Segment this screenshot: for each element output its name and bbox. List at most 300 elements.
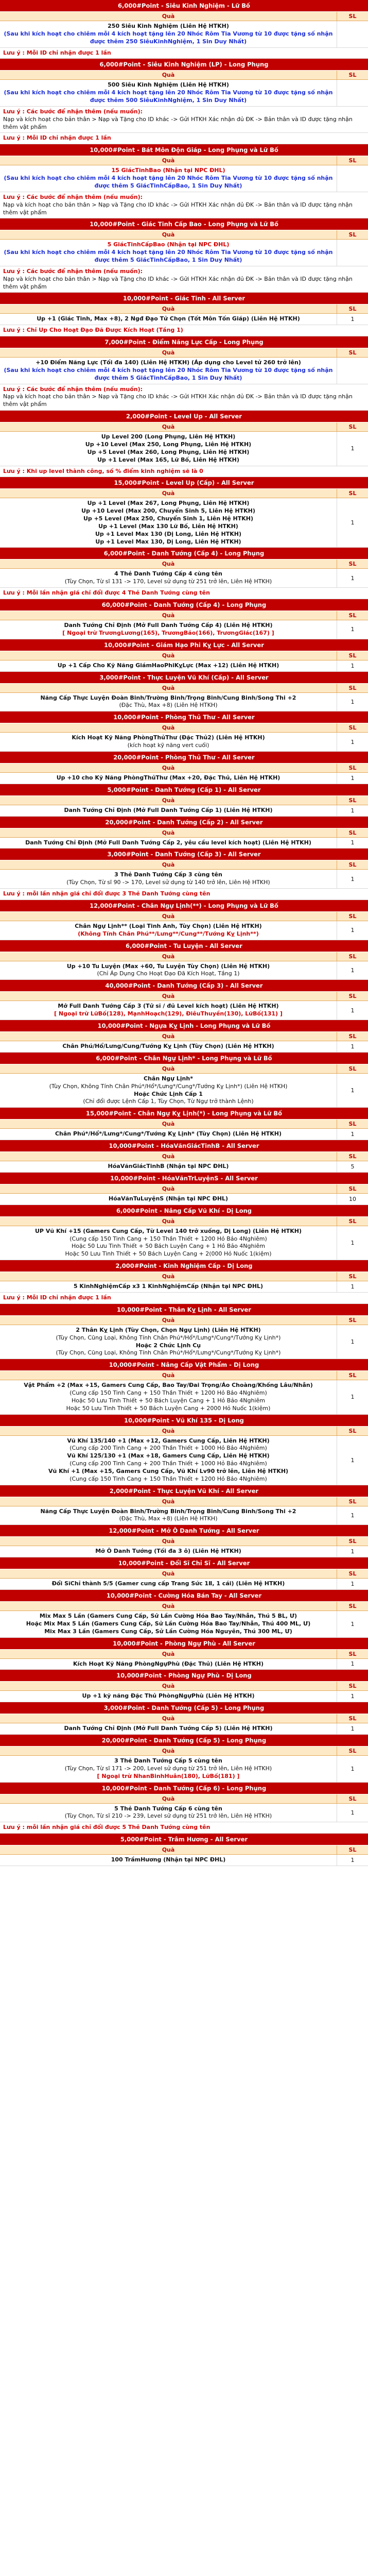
note-title: Lưu ý : Các bước để nhận thêm (nếu muốn): — [3, 193, 143, 200]
section-title: 10,000#Point - Phòng Ngự Phù - Dị Long — [0, 1670, 368, 1682]
note-line: Nạp và kích hoạt cho bản thân > Nạp và Tặng cho ID khác -> Gửi HTKH Xác nhận đủ ĐK -> Bản thân và ID được tặng nhận thêm vật phẩm — [3, 115, 353, 130]
reward-row — [0, 1074, 368, 1108]
section-title: 60,000#Point - Danh Tướng (Cấp 4) - Long Phụng — [0, 599, 368, 611]
column-header — [0, 1120, 368, 1129]
reward-row — [0, 1226, 368, 1260]
column-header-reward: Quà — [162, 1316, 175, 1324]
reward-section — [0, 940, 368, 980]
column-header — [0, 156, 368, 165]
reward-description — [0, 569, 337, 587]
column-header — [0, 1184, 368, 1194]
column-header-reward: Quà — [162, 561, 175, 568]
reward-description — [0, 1691, 337, 1702]
column-header-qty: SL — [337, 1794, 368, 1803]
column-header-qty: SL — [337, 1682, 368, 1690]
reward-description — [0, 1723, 337, 1734]
column-header-qty: SL — [337, 1845, 368, 1854]
column-header-qty: SL — [337, 230, 368, 239]
reward-description — [0, 1281, 337, 1292]
section-note — [0, 384, 368, 411]
reward-line: Năng Cấp Thực Luyện Đoàn Binh/Trường Binh/Trọng Binh/Cung Binh/Song Thi +2 — [40, 694, 296, 701]
section-title: 10,000#Point - Vũ Khí 135 - Dị Long — [0, 1415, 368, 1427]
column-header-qty: SL — [337, 1032, 368, 1041]
section-title: 5,000#Point - Danh Tướng (Cấp 1) - All Server — [0, 784, 368, 796]
reward-section — [0, 1557, 368, 1590]
section-note — [0, 325, 368, 336]
column-header — [0, 952, 368, 961]
reward-quantity — [337, 240, 368, 266]
reward-description — [0, 80, 337, 106]
reward-description — [0, 1194, 337, 1205]
column-header-qty: SL — [337, 796, 368, 805]
reward-row — [0, 1041, 368, 1053]
section-note — [0, 48, 368, 59]
section-title: 12,000#Point - Chân Ngự Lịnh(**) - Long Phụng và Lữ Bố — [0, 900, 368, 912]
reward-section — [0, 411, 368, 477]
reward-description — [0, 1226, 337, 1260]
reward-line: Up +1 kỹ năng Đặc Thủ PhòngNgựPhù (Liên Hệ HTKH) — [82, 1692, 255, 1700]
reward-line: HóaVănTuLuyệnS (Nhận tại NPC ĐHL) — [108, 1195, 229, 1202]
reward-line: Vũ Khí 125/130 +1 (Max +18, Gamers Cung Cấp, Liên Hệ HTKH) — [67, 1452, 270, 1460]
reward-line: Năng Cấp Thực Luyện Đoàn Binh/Trường Binh/Trọng Binh/Cung Binh/Song Thi +2 — [40, 1507, 296, 1515]
section-title: 10,000#Point - Danh Tướng (Cấp 6) - Long Phụng — [0, 1783, 368, 1794]
reward-quantity: 1 — [337, 1281, 368, 1292]
column-header-reward: Quà — [162, 13, 175, 20]
reward-description — [0, 1074, 337, 1107]
column-header-qty: SL — [337, 860, 368, 869]
reward-row — [0, 1325, 368, 1359]
reward-description — [0, 1325, 337, 1359]
section-title: 10,000#Point - Ngựa Kỵ Lịnh - Long Phụng và Lữ Bố — [0, 1020, 368, 1032]
reward-line: Đổi SĩChỉ thành 5/5 (Gamer cung cấp Trang Sức 1Ⅱ, 1 cái) (Liên Hệ HTKH) — [51, 1580, 285, 1587]
note-line: Nạp và kích hoạt cho bản thân > Nạp và Tặng cho ID khác -> Gửi HTKH Xác nhận đủ ĐK -> Bản thân và ID được tặng nhận thêm vật phẩm — [3, 275, 353, 290]
reward-line: Hoặc 50 Lưu Tinh Thiết + 50 Bách Luyện Cang + 1 Hỏ Bảo 4Nghiêm — [71, 1243, 266, 1250]
section-title: 6,000#Point - Danh Tướng (Cấp 4) - Long Phụng — [0, 548, 368, 560]
column-header-reward: Quà — [162, 1121, 175, 1128]
reward-quantity: 1 — [337, 1723, 368, 1734]
column-header — [0, 860, 368, 870]
reward-section — [0, 1638, 368, 1670]
column-header-qty: SL — [337, 422, 368, 431]
column-header-qty: SL — [337, 828, 368, 837]
reward-quantity: 1 — [337, 660, 368, 671]
column-header-reward: Quà — [162, 231, 175, 239]
reward-section — [0, 1590, 368, 1638]
reward-line: Mix Max 5 Lần (Gamers Cung Cấp, Sử Lần Cường Hóa Bao Tay/Nhẫn, Thú 5 BL, Ư) — [39, 1613, 297, 1619]
column-header — [0, 611, 368, 620]
column-header-reward: Quà — [162, 912, 175, 920]
column-header-qty: SL — [337, 1184, 368, 1193]
reward-section — [0, 1359, 368, 1414]
reward-description — [0, 432, 337, 465]
reward-line: (Cung cấp 150 Tinh Cang + 150 Thần Thiết + 1200 Hỏ Bảo 4Nghiêm) — [69, 1235, 267, 1242]
reward-section — [0, 599, 368, 639]
column-header-reward: Quà — [162, 1273, 175, 1280]
column-header — [0, 12, 368, 21]
column-header-reward: Quà — [162, 349, 175, 357]
reward-line: Up +10 Tu Luyện (Max +60, Tu Luyện Tùy Chọn) (Liên Hệ HTKH) — [66, 962, 270, 970]
reward-line: (Sau khi kích hoạt cho chiêm mỗi 4 kích hoạt tặng lên 20 Nhóc Rôm Tia Vương từ 10 được tặng số nhận được thêm 500 SiêuKinhNghiệm, 1 Sin Duy Nhất) — [4, 89, 333, 104]
reward-quantity — [337, 80, 368, 106]
reward-description — [0, 21, 337, 47]
column-header-reward: Quà — [162, 1795, 175, 1802]
note-title: Lưu ý : Mỗi ID chỉ nhận được 1 lần — [3, 134, 111, 142]
reward-description — [0, 1546, 337, 1557]
section-title: 10,000#Point - Nâng Cấp Vật Phẩm - Dị Long — [0, 1359, 368, 1371]
reward-line: (Sau khi kích hoạt cho chiêm mỗi 4 kích hoạt tặng lên 20 Nhóc Rôm Tia Vương từ 10 được tặng số nhận được thêm 5 GiácTinhCấpBao, 1 Sin Duy Nhất) — [4, 175, 333, 189]
reward-section — [0, 1205, 368, 1260]
reward-line: Danh Tướng Chỉ Định (Mở Full Danh Tướng Cấp 1) (Liên Hệ HTKH) — [64, 806, 273, 814]
column-header-qty: SL — [337, 1537, 368, 1546]
column-header-reward: Quà — [162, 684, 175, 691]
reward-line: (kích hoạt kỹ năng vert cuối) — [127, 742, 209, 749]
section-title: 10,000#Point - Thân Kỵ Lịnh - All Server — [0, 1304, 368, 1316]
note-title: Lưu ý : Mỗi ID chỉ nhận được 1 lần — [3, 49, 111, 56]
section-title: 2,000#Point - Level Up - All Server — [0, 411, 368, 422]
reward-row — [0, 1659, 368, 1670]
reward-description — [0, 1855, 337, 1866]
reward-line: (Tùy Chọn, Từ sĩ 171 -> 200, Level sử dụng từ 251 trở lên, Liên Hệ HTKH) — [64, 1765, 272, 1772]
reward-line: Up +1 Level (Max 267, Long Phụng, Liên Hệ HTKH) — [87, 500, 250, 507]
reward-line: Kích Hoạt Kỹ Năng PhòngThủThư (Đặc Thủ2) (Liên Hệ HTKH) — [72, 734, 265, 741]
reward-section — [0, 849, 368, 900]
reward-quantity: 1 — [337, 1546, 368, 1557]
section-title: 2,000#Point - Kinh Nghiệm Cấp - Dị Long — [0, 1260, 368, 1272]
column-header-reward: Quà — [162, 423, 175, 431]
reward-section — [0, 1735, 368, 1783]
reward-row — [0, 1161, 368, 1173]
reward-description — [0, 733, 337, 751]
column-header — [0, 1650, 368, 1659]
section-title: 12,000#Point - Mở Ô Danh Tướng - All Server — [0, 1525, 368, 1537]
reward-row — [0, 1579, 368, 1590]
column-header — [0, 230, 368, 240]
section-title: 10,000#Point - Bát Môn Độn Giáp - Long Phụng và Lữ Bố — [0, 144, 368, 156]
reward-row — [0, 314, 368, 325]
column-header — [0, 348, 368, 358]
column-header-qty: SL — [337, 1217, 368, 1226]
reward-quantity: 1 — [337, 1226, 368, 1260]
column-header — [0, 684, 368, 693]
reward-line: Up +5 Level (Max 260, Long Phụng, Liên Hệ HTKH) — [87, 448, 250, 455]
reward-section — [0, 548, 368, 599]
reward-description — [0, 1659, 337, 1670]
column-header — [0, 1064, 368, 1074]
column-header-reward: Quà — [162, 993, 175, 1000]
column-header-reward: Quà — [162, 1498, 175, 1505]
reward-line: Hoặc Mix Max 5 Lần (Gamers Cung Cấp, Sử Lần Cường Hóa Bao Tay/Nhẫn, Thú 400 ML, Ư) — [26, 1620, 311, 1627]
reward-row — [0, 660, 368, 672]
reward-line: Chân Ngự Lịnh** (Loại Tinh Anh, Tùy Chọn) (Liên Hệ HTKH) — [75, 922, 262, 929]
reward-line: Hoặc 50 Lưu Tinh Thiết + 50 Bách Luyện Cang + 2(000 Hỏ Nuốc 1(kiệm) — [65, 1250, 272, 1258]
reward-quantity — [337, 21, 368, 47]
column-header-reward: Quà — [162, 1683, 175, 1690]
reward-description — [0, 1161, 337, 1172]
column-header-qty: SL — [337, 764, 368, 772]
note-title: Lưu ý : Mỗi lần nhận giá chỉ đổi được 4 Thẻ Danh Tướng cùng tên — [3, 589, 210, 597]
section-title: 3,000#Point - Danh Tướng (Cấp 3) - All Server — [0, 849, 368, 860]
reward-quantity — [337, 165, 368, 192]
reward-quantity: 1 — [337, 498, 368, 547]
reward-row — [0, 1855, 368, 1866]
reward-row — [0, 432, 368, 466]
reward-section — [0, 752, 368, 784]
section-title: 10,000#Point - HóaVănGiácTinhB - All Server — [0, 1140, 368, 1152]
column-header-reward: Quà — [162, 1603, 175, 1609]
reward-section — [0, 293, 368, 336]
reward-description — [0, 805, 337, 816]
reward-line: Up +1 Level Max 130, Dị Long, Liên Hệ HTKH) — [95, 538, 241, 545]
note-title: Lưu ý : Các bước để nhận thêm (nếu muốn): — [3, 267, 143, 275]
reward-line: (Tùy Chọn, Cũng Loại, Không Tính Chân Phú*/Hổ*/Lưng*/Cung*/Tướng Kỵ Lịnh*) — [56, 1334, 281, 1341]
column-header-reward: Quà — [162, 490, 175, 497]
section-title: 20,000#Point - Danh Tướng (Cấp 5) - Long Phụng — [0, 1735, 368, 1747]
column-header — [0, 1537, 368, 1546]
section-title: 10,000#Point - Phòng Ngự Phù - All Server — [0, 1638, 368, 1650]
reward-line: (Tùy Chọn, Từ sĩ 210 -> 239, Level sử dụng từ 251 trở lên, Liên Hệ HTKH) — [64, 1812, 272, 1820]
reward-section — [0, 1783, 368, 1834]
column-header-reward: Quà — [162, 1372, 175, 1379]
reward-quantity: 1 — [337, 432, 368, 465]
column-header — [0, 304, 368, 314]
reward-section — [0, 980, 368, 1020]
section-note — [0, 466, 368, 478]
reward-line: UP Vũ Khí +15 (Gamers Cung Cấp, Từ Level 140 trở xuống, Dị Long) (Liên Hệ HTKH) — [35, 1227, 302, 1234]
reward-section — [0, 1670, 368, 1702]
column-header-reward: Quà — [162, 1715, 175, 1722]
reward-section — [0, 1053, 368, 1108]
reward-line: Chân Phú/Hổ/Lưng/Cung/Tướng Kỵ Lịnh (Tùy Chọn) (Liên Hệ HTKH) — [62, 1043, 274, 1049]
column-header — [0, 992, 368, 1001]
reward-line: 5 KinhNghiệmCấp x3 1 KinhNghiệmCấp (Nhận tại NPC ĐHL) — [73, 1283, 264, 1290]
reward-row — [0, 80, 368, 107]
column-header-qty: SL — [337, 1120, 368, 1128]
reward-row — [0, 870, 368, 889]
reward-row — [0, 1436, 368, 1485]
reward-row — [0, 1194, 368, 1205]
reward-line: (Tùy Chọn, Cũng Loại, Không Tính Chân Phú*/Hổ*/Lưng*/Cung*/Tướng Kỵ Lịnh*) — [56, 1349, 281, 1357]
reward-section — [0, 1485, 368, 1526]
reward-line: Up Level 200 (Long Phụng, Liên Hệ HTKH) — [101, 433, 236, 440]
reward-line: [ Ngoại trừ NhanBinhHuân(180), LữBố(181) ] — [97, 1772, 240, 1780]
column-header-qty: SL — [337, 912, 368, 921]
column-header-qty: SL — [337, 156, 368, 165]
reward-quantity: 1 — [337, 1579, 368, 1589]
reward-row — [0, 1506, 368, 1526]
reward-line: Hoặc 50 Lưu Tinh Thiết + 50 Bách Luyện Cang + 1 Hỏ Bảo 4Nghiêm — [71, 1397, 266, 1404]
reward-line: Kích Hoạt Kỹ Năng PhòngNgựPhù (Đặc Thủ) (Liên Hệ HTKH) — [73, 1660, 264, 1667]
reward-section — [0, 817, 368, 849]
section-title: 15,000#Point - Chân Ngự Kỵ Lịnh(*) - Long Phụng và Lữ Bố — [0, 1108, 368, 1120]
reward-quantity: 1 — [337, 1325, 368, 1359]
column-header-reward: Quà — [162, 1153, 175, 1160]
column-header — [0, 1152, 368, 1161]
reward-quantity: 1 — [337, 1074, 368, 1107]
reward-line: (Chỉ đổi được Lệnh Cấp 1, Tùy Chọn, Từ Ngự trở thành Lệnh) — [83, 1098, 254, 1105]
reward-line: (Tùy Chọn, Không Tính Chân Phú*/Hổ*/Lưng*/Cung*/Tướng Kỵ Lịnh*) (Liên Hệ HTKH) — [49, 1082, 288, 1090]
column-header — [0, 796, 368, 805]
reward-description — [0, 620, 337, 639]
reward-line: Up +1 Level (Max 165, Lữ Bố, Liên Hệ HTKH) — [97, 456, 239, 463]
note-title: Lưu ý : mỗi lần nhận giá chỉ đổi được 5 Thẻ Danh Tướng cùng tên — [3, 1824, 211, 1831]
section-title: 6,000#Point - Chân Ngự Lịnh* - Long Phụng và Lữ Bố — [0, 1053, 368, 1064]
reward-line: (Sau khi kích hoạt cho chiêm mỗi 4 kích hoạt tặng lên 20 Nhóc Rôm Tia Vương từ 10 được tặng số nhận được thêm 5 GiácTinhCấpBao, 1 Sin Duy Nhất) — [4, 366, 333, 381]
reward-section — [0, 1525, 368, 1557]
column-header — [0, 1794, 368, 1804]
section-title: 10,000#Point - Giác Tinh - All Server — [0, 293, 368, 304]
column-header-qty: SL — [337, 1602, 368, 1611]
column-header — [0, 560, 368, 569]
reward-description — [0, 165, 337, 192]
reward-quantity: 1 — [337, 773, 368, 784]
section-note — [0, 107, 368, 133]
column-header-reward: Quà — [162, 1748, 175, 1755]
reward-row — [0, 1281, 368, 1293]
section-title: 7,000#Point - Điểm Năng Lực Cấp - Long Phụng — [0, 336, 368, 348]
section-title: 40,000#Point - Danh Tướng (Cấp 3) - All Server — [0, 980, 368, 992]
reward-quantity: 1 — [337, 693, 368, 711]
section-title: 10,000#Point - Giác Tinh Cấp Bao - Long Phụng và Lữ Bố — [0, 218, 368, 230]
reward-row — [0, 1380, 368, 1414]
reward-section — [0, 1173, 368, 1205]
reward-line: +10 Điểm Năng Lực (Tối đa 140) (Liên Hệ HTKH) (Áp dụng cho Level tử 260 trở lên) — [36, 359, 301, 366]
reward-line: 100 TrầmHương (Nhận tại NPC ĐHL) — [111, 1856, 226, 1863]
column-header — [0, 1371, 368, 1380]
reward-description — [0, 838, 337, 849]
reward-row — [0, 1001, 368, 1020]
note-line: Nạp và kích hoạt cho bản thân > Nạp và Tặng cho ID khác -> Gửi HTKH Xác nhận đủ ĐK -> Bản thân và ID được tặng nhận thêm vật phẩm — [3, 393, 353, 408]
section-title: 2,000#Point - Thực Luyện Vũ Khí - All Server — [0, 1485, 368, 1497]
reward-line: Danh Tướng Chỉ Định (Mở Full Danh Tướng Cấp 4) (Liên Hệ HTKH) — [64, 621, 273, 629]
reward-row — [0, 240, 368, 266]
column-header-reward: Quà — [162, 652, 175, 659]
reward-line: 5 Thẻ Danh Tướng Cấp 6 cùng tên — [114, 1805, 222, 1812]
column-header-qty: SL — [337, 723, 368, 732]
reward-quantity: 1 — [337, 1756, 368, 1782]
reward-description — [0, 240, 337, 266]
reward-quantity: 1 — [337, 1380, 368, 1414]
reward-row — [0, 1546, 368, 1557]
reward-description — [0, 870, 337, 888]
reward-section — [0, 59, 368, 144]
reward-line: Chân Phú*/Hổ*/Lưng*/Cung*/Tướng Kỵ Lịnh* (Tùy Chọn) (Liên Hệ HTKH) — [55, 1130, 282, 1138]
section-note — [0, 133, 368, 144]
reward-line: Up +1 Cấp Cho Kỹ Năng GiámHaoPhiKỵLực (Max +12) (Liên Hệ HTKH) — [57, 662, 279, 669]
reward-quantity: 1 — [337, 733, 368, 751]
reward-quantity: 1 — [337, 838, 368, 849]
column-header — [0, 764, 368, 773]
column-header-qty: SL — [337, 992, 368, 1001]
reward-quantity: 1 — [337, 805, 368, 816]
reward-line: Mở Ô Danh Tướng (Tối đa 3 ô) (Liên Hệ HTKH) — [95, 1548, 241, 1555]
reward-description — [0, 660, 337, 671]
reward-line: 5 GiácTinhCấpBao (Nhận tại NPC ĐHL) — [107, 241, 230, 248]
reward-section — [0, 144, 368, 218]
section-title: 6,000#Point - Siêu Kinh Nghiệm (LP) - Long Phụng — [0, 59, 368, 71]
reward-quantity: 1 — [337, 1659, 368, 1670]
reward-line: Mix Max 3 Lần (Gamers Cung Cấp, Sử Lần Cường Hóa Nguyên, Thú 300 ML, Ư) — [44, 1628, 292, 1635]
section-title: 20,000#Point - Danh Tướng (Cấp 2) - All Server — [0, 817, 368, 828]
reward-quantity: 1 — [337, 314, 368, 325]
column-header-qty: SL — [337, 684, 368, 692]
reward-row — [0, 1723, 368, 1735]
reward-description — [0, 1611, 337, 1637]
column-header-reward: Quà — [162, 1033, 175, 1040]
column-header-reward: Quà — [162, 1538, 175, 1545]
reward-line: Up +1 Level (Max 130 Lữ Bố, Liên Hệ HTKH) — [98, 522, 238, 530]
section-title: 10,000#Point - Phòng Thủ Thư - All Server — [0, 711, 368, 723]
reward-quantity — [337, 358, 368, 384]
column-header — [0, 1845, 368, 1855]
reward-line: (Sau khi kích hoạt cho chiêm mỗi 4 kích hoạt tặng lên 20 Nhóc Rôm Tia Vương từ 10 được tặng số nhận được thêm 250 SiêuKinhNghiệm, 1 Sin Duy Nhất) — [4, 30, 333, 45]
reward-row — [0, 569, 368, 588]
column-header-reward: Quà — [162, 306, 175, 313]
reward-line: Up +10 cho Kỹ Năng PhòngThủThư (Max +20, Đặc Thủ, Liên Hệ HTKH) — [56, 774, 281, 781]
reward-line: Chân Ngự Lịnh* — [144, 1075, 193, 1082]
reward-description — [0, 773, 337, 784]
column-header — [0, 828, 368, 838]
reward-line: 250 Siêu Kinh Nghiệm (Liên Hệ HTKH) — [108, 23, 229, 29]
column-header-reward: Quà — [162, 764, 175, 771]
reward-line: Hoặc 2 Chức Lịnh Cụ — [135, 1342, 201, 1349]
column-header-qty: SL — [337, 1714, 368, 1723]
reward-line: (Cung cấp 200 Tinh Cang + 200 Thần Thiết + 1000 Hỏ Bảo 4Nghiêm) — [69, 1460, 267, 1467]
reward-section — [0, 1140, 368, 1173]
column-header — [0, 651, 368, 660]
note-title: Lưu ý : Các bước để nhận thêm (nếu muốn): — [3, 385, 143, 393]
reward-section — [0, 639, 368, 672]
column-header — [0, 1316, 368, 1325]
reward-line: (Tùy Chọn, Từ sĩ 131 -> 170, Level sử dụng từ 251 trở lên, Liên Hệ HTKH) — [64, 578, 272, 585]
reward-quantity: 1 — [337, 921, 368, 940]
column-header-reward: Quà — [162, 612, 175, 619]
reward-line: Up +10 Level (Max 250, Long Phụng, Liên Hệ HTKH) — [85, 441, 252, 448]
column-header-qty: SL — [337, 1371, 368, 1380]
column-header-qty: SL — [337, 1747, 368, 1755]
column-header-qty: SL — [337, 1316, 368, 1325]
column-header-qty: SL — [337, 71, 368, 79]
section-note — [0, 588, 368, 599]
column-header-reward: Quà — [162, 1846, 175, 1854]
reward-row — [0, 921, 368, 940]
reward-line: Up +10 Level (Max 200, Chuyển Sinh 5, Liên Hệ HTKH) — [81, 507, 255, 515]
column-header-qty: SL — [337, 348, 368, 357]
section-title: 15,000#Point - Level Up (Cấp) - All Server — [0, 477, 368, 489]
reward-section — [0, 711, 368, 752]
column-header — [0, 1427, 368, 1436]
reward-quantity: 1 — [337, 1611, 368, 1637]
reward-row — [0, 498, 368, 548]
reward-line: Vật Phẩm +2 (Max +15, Gamers Cung Cấp, Bao Tay/Đai Trọng/Áo Choàng/Khống Lâu/Nhẫn) — [24, 1382, 313, 1389]
column-header-qty: SL — [337, 1650, 368, 1658]
reward-line: (Đặc Thù, Max +8) (Liên Hệ HTKH) — [119, 702, 218, 709]
section-title: 10,000#Point - Cường Hóa Bán Tay - All Server — [0, 1590, 368, 1602]
reward-quantity: 1 — [337, 1691, 368, 1702]
reward-line: (Không Tính Chân Phú**/Lưng**/Cung**/Tướng Kỵ Lịnh**) — [78, 930, 259, 937]
reward-description — [0, 1506, 337, 1525]
reward-line: 2 Thân Kỵ Lịnh (Tùy Chọn, Chọn Ngự Lịnh) (Liên Hệ HTKH) — [76, 1326, 261, 1333]
reward-line: Vũ Khí 135/140 +1 (Max +12, Gamers Cung Cấp, Liên Hệ HTKH) — [67, 1437, 270, 1444]
section-note — [0, 266, 368, 293]
reward-section — [0, 1108, 368, 1140]
column-header-reward: Quà — [162, 1427, 175, 1434]
reward-section — [0, 1702, 368, 1735]
reward-section — [0, 1260, 368, 1304]
column-header-qty: SL — [337, 651, 368, 660]
reward-row — [0, 358, 368, 384]
reward-section — [0, 1020, 368, 1053]
reward-line: [ Ngoại trừ LữBố(128), MạnhHoạch(129), ĐiêuThuyền(130), LữBố(131) ] — [54, 1010, 283, 1018]
